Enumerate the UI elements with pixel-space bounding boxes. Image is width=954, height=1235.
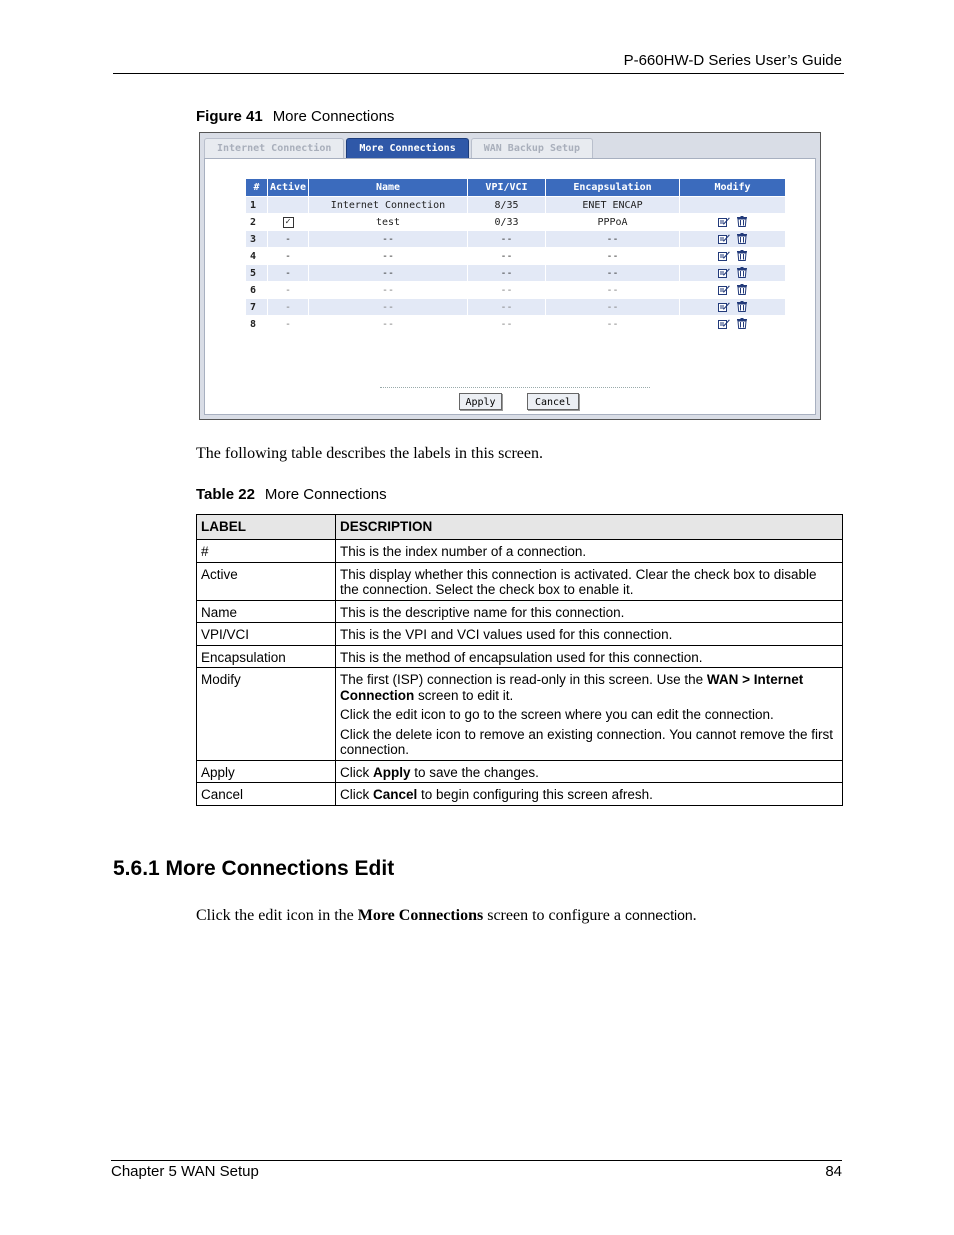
connection-row (246, 265, 785, 281)
row-vpivci: -- (468, 231, 545, 247)
row-encapsulation: -- (606, 284, 619, 296)
row-name: -- (309, 265, 467, 281)
edit-icon[interactable] (718, 233, 730, 244)
figure-label: Figure 41 (196, 108, 263, 125)
row-description: This display whether this connection is activated. Clear the check box to disable the connection. Select the check box to enable it. (336, 562, 843, 600)
tab-wan-backup-setup[interactable]: WAN Backup Setup (471, 138, 593, 158)
desc-bold: Apply (373, 764, 411, 780)
row-index: 8 (250, 318, 257, 330)
button-separator (380, 387, 650, 388)
row-name: -- (381, 250, 395, 262)
tab-internet-connection[interactable]: Internet Connection (204, 138, 344, 158)
row-active[interactable]: - (268, 231, 308, 247)
col-modify: Modify (680, 179, 785, 196)
row-label: # (197, 540, 336, 563)
row-description: This is the VPI and VCI values used for this connection. (336, 623, 843, 646)
row-active[interactable] (268, 214, 308, 230)
connection-row (246, 299, 785, 315)
intro-text: The following table describes the labels in this screen. (196, 445, 544, 462)
row-active[interactable]: - (284, 318, 292, 330)
row-description (336, 760, 843, 783)
row-name: -- (309, 299, 467, 315)
guide-title: P-660HW-D Series User’s Guide (623, 52, 842, 69)
row-index: 3 (246, 231, 267, 247)
desc-text: Click the delete icon to remove an existing connection. You cannot remove the first connection. (340, 726, 834, 757)
row-modify (680, 231, 785, 247)
row-name: test (375, 216, 401, 228)
apply-button[interactable]: Apply (459, 393, 502, 410)
connection-row (246, 231, 785, 247)
figure-title: More Connections (272, 108, 395, 125)
row-index: 2 (250, 216, 257, 228)
col-index: # (246, 179, 267, 196)
text: . (692, 907, 697, 924)
table-caption (196, 486, 387, 503)
desc-text: screen to edit it. (414, 687, 514, 703)
row-modify (680, 214, 785, 230)
edit-icon[interactable] (718, 216, 730, 227)
connections-table (245, 178, 786, 333)
row-encapsulation: ENET ENCAP (546, 197, 679, 213)
row-index: 1 (246, 197, 267, 213)
delete-icon[interactable] (736, 318, 748, 329)
row-active[interactable]: - (284, 250, 292, 262)
figure-caption (196, 108, 394, 125)
row-vpivci: -- (500, 318, 513, 330)
section-text (196, 907, 697, 925)
row-encapsulation: -- (546, 299, 679, 315)
row-description (336, 668, 843, 761)
table-row (197, 600, 843, 623)
table-row (197, 760, 843, 783)
table-row (197, 783, 843, 806)
table-row (197, 540, 843, 563)
delete-icon[interactable] (736, 216, 748, 227)
table-label: Table 22 (196, 486, 255, 503)
row-label: Modify (197, 668, 336, 761)
connection-row (246, 316, 785, 332)
row-vpivci: -- (500, 284, 513, 296)
row-modify (680, 248, 785, 264)
cancel-button[interactable]: Cancel (527, 393, 579, 410)
desc-text: to save the changes. (410, 764, 539, 780)
row-active[interactable]: - (268, 265, 308, 281)
head-label: LABEL (197, 515, 336, 540)
row-label: Encapsulation (197, 645, 336, 668)
row-modify (680, 197, 785, 213)
row-label: VPI/VCI (197, 623, 336, 646)
desc-text: Click (340, 787, 373, 802)
edit-icon[interactable] (718, 301, 730, 312)
desc-bold: WAN > Internet Connection (340, 672, 804, 703)
desc-text: Click the edit icon to go to the screen where you can edit the connection. (340, 707, 774, 722)
text: connection (624, 907, 693, 923)
row-active[interactable] (268, 197, 308, 213)
connection-row (246, 197, 785, 213)
row-label: Active (197, 562, 336, 600)
screenshot-more-connections (199, 132, 821, 420)
row-modify (680, 265, 785, 281)
text: screen to configure a (483, 907, 625, 924)
row-name: -- (309, 231, 467, 247)
row-vpivci: 8/35 (468, 197, 545, 213)
section-heading: 5.6.1 More Connections Edit (113, 857, 395, 880)
row-index: 5 (246, 265, 267, 281)
table-row (197, 668, 843, 761)
row-label: Cancel (197, 783, 336, 806)
row-label: Apply (197, 760, 336, 783)
row-active[interactable]: - (284, 284, 292, 296)
row-encapsulation: -- (606, 250, 619, 262)
row-description (336, 783, 843, 806)
footer-page-number: 84 (825, 1163, 842, 1180)
table-row (197, 645, 843, 668)
desc-text: Click (340, 764, 373, 780)
row-modify (680, 316, 785, 332)
row-encapsulation: PPPoA (597, 216, 628, 228)
row-vpivci: -- (468, 265, 545, 281)
connection-row (246, 214, 785, 230)
desc-text: The first (ISP) connection is read-only in this screen. Use the (340, 672, 707, 687)
delete-icon[interactable] (736, 267, 748, 278)
head-description: DESCRIPTION (336, 515, 843, 540)
edit-icon[interactable] (718, 250, 730, 261)
row-encapsulation: -- (546, 265, 679, 281)
active-checkbox[interactable]: ✓ (283, 217, 294, 228)
row-vpivci: 0/33 (494, 216, 519, 228)
text-bold: More Connections (357, 907, 484, 924)
header-rule (113, 73, 844, 74)
col-vpivci: VPI/VCI (468, 179, 545, 196)
desc-text: to begin configuring this screen afresh. (417, 787, 653, 802)
edit-icon[interactable] (718, 267, 730, 278)
row-index: 6 (250, 284, 257, 296)
row-vpivci: -- (500, 250, 513, 262)
row-description: This is the method of encapsulation used for this connection. (336, 645, 843, 668)
row-modify (680, 282, 785, 298)
edit-icon[interactable] (718, 284, 730, 295)
delete-icon[interactable] (736, 250, 748, 261)
table-title: More Connections (264, 486, 387, 503)
row-description: This is the descriptive name for this connection. (336, 600, 843, 623)
row-name: -- (381, 284, 395, 296)
row-index: 4 (250, 250, 257, 262)
tab-bar (204, 138, 595, 158)
row-description: This is the index number of a connection. (336, 540, 843, 563)
label-description-table (196, 514, 843, 806)
row-label: Name (197, 600, 336, 623)
row-encapsulation: -- (546, 231, 679, 247)
delete-icon[interactable] (736, 233, 748, 244)
footer-chapter: Chapter 5 WAN Setup (111, 1163, 259, 1180)
row-modify (680, 299, 785, 315)
col-active: Active (268, 179, 308, 196)
col-encapsulation: Encapsulation (546, 179, 679, 196)
connection-row (246, 248, 785, 264)
row-vpivci: -- (468, 299, 545, 315)
footer-rule (111, 1160, 842, 1161)
tab-more-connections[interactable]: More Connections (346, 138, 468, 158)
row-index: 7 (246, 299, 267, 315)
table-row (197, 562, 843, 600)
delete-icon[interactable] (736, 301, 748, 312)
desc-bold: Cancel (373, 787, 418, 802)
tab-panel (204, 158, 816, 415)
edit-icon[interactable] (718, 318, 730, 329)
row-name: Internet Connection (309, 197, 467, 213)
delete-icon[interactable] (736, 284, 748, 295)
connection-row (246, 282, 785, 298)
text: Click the edit icon in the (196, 907, 358, 924)
row-encapsulation: -- (606, 318, 619, 330)
col-name: Name (309, 179, 467, 196)
row-name: -- (381, 318, 395, 330)
table-row (197, 623, 843, 646)
row-active[interactable]: - (268, 299, 308, 315)
